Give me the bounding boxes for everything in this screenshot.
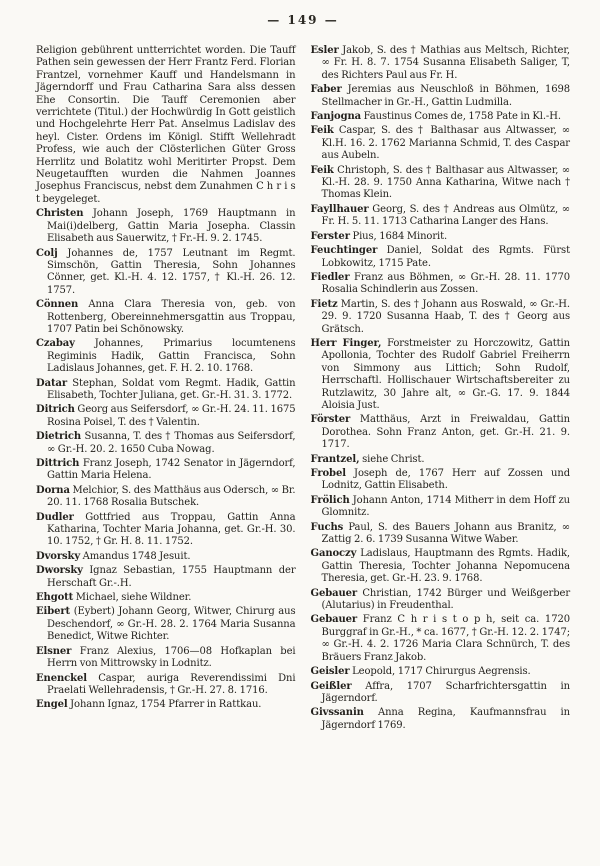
left-column [36, 45, 296, 734]
entry-headword: Fiedler [310, 271, 350, 283]
entry-headword: Fuchs [310, 521, 344, 533]
entry-headword: Dietrich [36, 431, 82, 443]
entry-paragraph: Eibert (Eybert) Johann Georg, Witwer, Chirurg aus Deschendorf, ∞ Gr.-H. 28. 2. 1764 Maria Susanna Benedict, Witwe Richter. [36, 606, 296, 643]
entry-headword: Dvorsky [36, 550, 81, 562]
entry-paragraph: Faber Jeremias aus Neuschloß in Böhmen, 1698 Stellmacher in Gr.-H., Gattin Ludmilla. [310, 84, 570, 108]
entry-headword: Engel [36, 699, 68, 711]
entry-paragraph: Dudler Gottfried aus Troppau, Gattin Anna Katharina, Tochter Maria Johanna, get. Gr.-H. 30. 10. 1752, † Gr. H. 8. 11. 1752. [36, 511, 296, 548]
entry-paragraph: Fanjogna Faustinus Comes de, 1758 Pate in Kl.-H. [310, 111, 561, 123]
entry-headword: Herr Finger, [310, 337, 382, 349]
entry-headword: Elsner [36, 645, 72, 657]
entry-paragraph: Christen Johann Joseph, 1769 Hauptmann in Mai(i)delberg, Gattin Maria Josepha. Classin Elisabeth aus Sauerwitz, † Fr.-H. 9. 2. 1745. [36, 208, 296, 245]
entry-headword: Eibert [36, 606, 71, 618]
entry-paragraph: Gebauer Franz C h r i s t o p h, seit ca. 1720 Burggraf in Gr.-H., * ca. 1677, † Gr.-H. 12. 2. 1747; ∞ Gr.-H. 4. 2. 1726 Maria Clara Schnürch, T. des Bräuers Franz Jakob. [310, 614, 570, 663]
entry-headword: Dudler [36, 511, 74, 523]
entry-paragraph: Ehgott Michael, siehe Wildner. [36, 592, 192, 604]
page-number: — 149 — [267, 13, 339, 27]
entry-headword: Fayllhauer [310, 203, 369, 215]
entry-paragraph: Feik Christoph, S. des † Balthasar aus Altwasser, ∞ Kl.-H. 28. 9. 1750 Anna Katharina, Witwe nach † Thomas Klein. [310, 164, 570, 201]
entry-paragraph: Dietrich Susanna, T. des † Thomas aus Seifersdorf, ∞ Gr.-H. 20. 2. 1650 Cuba Nowag. [36, 431, 296, 455]
entry-paragraph: Geißler Affra, 1707 Scharfrichtersgattin in Jägerndorf. [310, 680, 570, 704]
entry-headword: Frölich [310, 494, 350, 506]
entry-headword: Geisler [310, 666, 350, 678]
entry-headword: Christen [36, 208, 84, 220]
entry-headword: Dworsky [36, 565, 83, 577]
entry-paragraph: Frölich Johann Anton, 1714 Mitherr in dem Hoff zu Glomnitz. [310, 494, 570, 519]
entry-paragraph: Ganoczy Ladislaus, Hauptmann des Rgmts. Hadik, Gattin Theresia, Tochter Johanna Nepomucena Theresia, get. Gr.-H. 23. 9. 1768. [310, 548, 570, 585]
entry-paragraph: Herr Finger, Forstmeister zu Horczowitz, Gattin Apollonia, Tochter des Rudolf Gabriel Freiherrn von Simmony aus Littich; Sohn Rudolf, Herrschaftl. Hollischauer Wirtschaftsbereiter zu Rutzlawitz, 30 Jahre alt, ∞ Gr.-G. 17. 9. 1844 Aloisia Just. [310, 337, 570, 411]
entry-headword: Feik [310, 164, 334, 176]
entry-paragraph: Enenckel Caspar, auriga Reverendissimi Dni Praelati Wellehradensis, † Gr.-H. 27. 8. 1716. [36, 672, 296, 696]
entry-headword: Ferster [310, 230, 350, 242]
entry-paragraph: Feuchtinger Daniel, Soldat des Rgmts. Fürst Lobkowitz, 1715 Pate. [310, 245, 570, 269]
entry-headword: Datar [36, 377, 68, 389]
entry-headword: Esler [310, 45, 339, 56]
entry-headword: Dittrich [36, 458, 80, 469]
entry-headword: Czabay [36, 338, 75, 350]
right-column [311, 45, 571, 734]
entry-paragraph: Ditrich Georg aus Seifersdorf, ∞ Gr.-H. 24. 11. 1675 Rosina Poisel, T. des † Valentin. [36, 404, 296, 428]
entry-headword: Givssanin [310, 707, 364, 719]
entry-headword: Gebauer [310, 614, 358, 626]
entry-paragraph: Fietz Martin, S. des † Johann aus Roswald, ∞ Gr.-H. 29. 9. 1720 Susanna Haab, T. des † Georg aus Grätsch. [310, 298, 570, 335]
entry-headword: Dorna [36, 484, 70, 496]
entry-headword: Cönnen [36, 299, 79, 311]
entry-headword: Ehgott [36, 592, 74, 604]
entry-headword: Geißler [310, 680, 352, 692]
entry-headword: Frobel [310, 468, 346, 479]
entry-paragraph: Elsner Franz Alexius, 1706—08 Hofkaplan bei Herrn von Mittrowsky in Lodnitz. [36, 645, 296, 670]
entry-headword: Fanjogna [310, 111, 362, 123]
entry-headword: Colj [36, 247, 58, 259]
entry-paragraph: Frantzel, siehe Christ. [310, 453, 425, 465]
entry-paragraph: Fayllhauer Georg, S. des † Andreas aus Olmütz, ∞ Fr. H. 5. 11. 1713 Catharina Langer des Hans. [310, 203, 570, 228]
entry-headword: Ditrich [36, 404, 75, 416]
entry-paragraph: Feik Caspar, S. des † Balthasar aus Altwasser, ∞ Kl.H. 16. 2. 1762 Marianna Schmid, T. des Caspar aus Aubeln. [310, 125, 570, 162]
entry-headword: Faber [310, 84, 342, 96]
continuation-paragraph: Religion gebührent untterrichtet worden. Die Tauff Pathen sein gewessen der Herr Frantz Ferd. Florian Frantzel, vornehmer Kauff und Handelsmann in Jägerndorff und Frau Catharina Sara alss dessen Ehe Consortin. Die Tauff Ceremonien aber verrichtete (Titul.) der Hochwürdig In Gott geistlich und Hochgelehrte Herr Pat. Anselmus Ladislav des heyl. Cister. Ordens im Königl. Stifft Wellehradt Profess, wie auch der Clösterlichen Güter Gross Herrlitz und Bolatitz wohl Meritirter Propst. Dem Neugetaufften wurden die Nahmen Joannes Josephus Franciscus, nebst dem Zunahmen C h r i s t beygeleget. [36, 45, 296, 205]
entry-headword: Frantzel, [310, 453, 360, 465]
entry-paragraph: Cönnen Anna Clara Theresia von, geb. von Rottenberg, Obereinnehmersgattin aus Troppau, 1707 Patin bei Schönowsky. [36, 299, 296, 335]
entry-paragraph: Givssanin Anna Regina, Kaufmannsfrau in Jägerndorf 1769. [310, 707, 570, 731]
entry-paragraph: Dworsky Ignaz Sebastian, 1755 Hauptmann der Herschaft Gr.-.H. [36, 565, 296, 589]
entry-paragraph: Czabay Johannes, Primarius locumtenens Regiminis Hadik, Gattin Francisca, Sohn Ladislaus Johannes, get. F. H. 2. 10. 1768. [36, 338, 296, 375]
entry-paragraph: Ferster Pius, 1684 Minorit. [310, 230, 448, 242]
entry-paragraph: Dittrich Franz Joseph, 1742 Senator in Jägerndorf, Gattin Maria Helena. [36, 458, 296, 482]
entry-headword: Feuchtinger [310, 245, 378, 257]
entry-paragraph: Gebauer Christian, 1742 Bürger und Weißgerber (Alutarius) in Freudenthal. [310, 587, 570, 612]
entry-paragraph: Dvorsky Amandus 1748 Jesuit. [36, 550, 191, 562]
entry-headword: Ganoczy [310, 548, 357, 560]
entry-paragraph: Datar Stephan, Soldat vom Regmt. Hadik, Gattin Elisabeth, Tochter Juliana, get. Gr.-H. 31. 3. 1772. [36, 377, 296, 401]
entry-headword: Fietz [310, 298, 338, 310]
entry-paragraph: Engel Johann Ignaz, 1754 Pfarrer in Rattkau. [36, 699, 262, 711]
entry-paragraph: Fiedler Franz aus Böhmen, ∞ Gr.-H. 28. 11. 1770 Rosalia Schindlerin aus Zossen. [310, 271, 570, 296]
entry-paragraph: Geisler Leopold, 1717 Chirurgus Aegrensis. [310, 666, 531, 678]
entry-headword: Gebauer [310, 587, 358, 599]
entry-paragraph: Fuchs Paul, S. des Bauers Johann aus Branitz, ∞ Zattig 2. 6. 1739 Susanna Witwe Waber. [310, 521, 570, 546]
entry-headword: Feik [310, 125, 334, 137]
entry-headword: Enenckel [36, 672, 87, 684]
two-column-text-block [36, 45, 570, 734]
entry-headword: Förster [310, 414, 351, 426]
entry-paragraph: Dorna Melchior, S. des Matthäus aus Odersch, ∞ Br. 20. 11. 1768 Rosalia Butschek. [36, 484, 296, 509]
entry-paragraph: Esler Jakob, S. des † Mathias aus Meltsch, Richter, ∞ Fr. H. 8. 7. 1754 Susanna Elisabeth Saliger, T, des Richters Paul aus Fr. H. [310, 45, 570, 81]
entry-paragraph: Colj Johannes de, 1757 Leutnant im Regmt. Simschön, Gattin Theresia, Sohn Johannes Cönner, get. Kl.-H. 4. 12. 1757, † Kl.-H. 26. 12. 1757. [36, 247, 296, 296]
entry-paragraph: Förster Matthäus, Arzt in Freiwaldau, Gattin Dorothea. Sohn Franz Anton, get. Gr.-H. 21. 9. 1717. [310, 414, 570, 451]
entry-paragraph: Frobel Joseph de, 1767 Herr auf Zossen und Lodnitz, Gattin Elisabeth. [310, 468, 570, 492]
